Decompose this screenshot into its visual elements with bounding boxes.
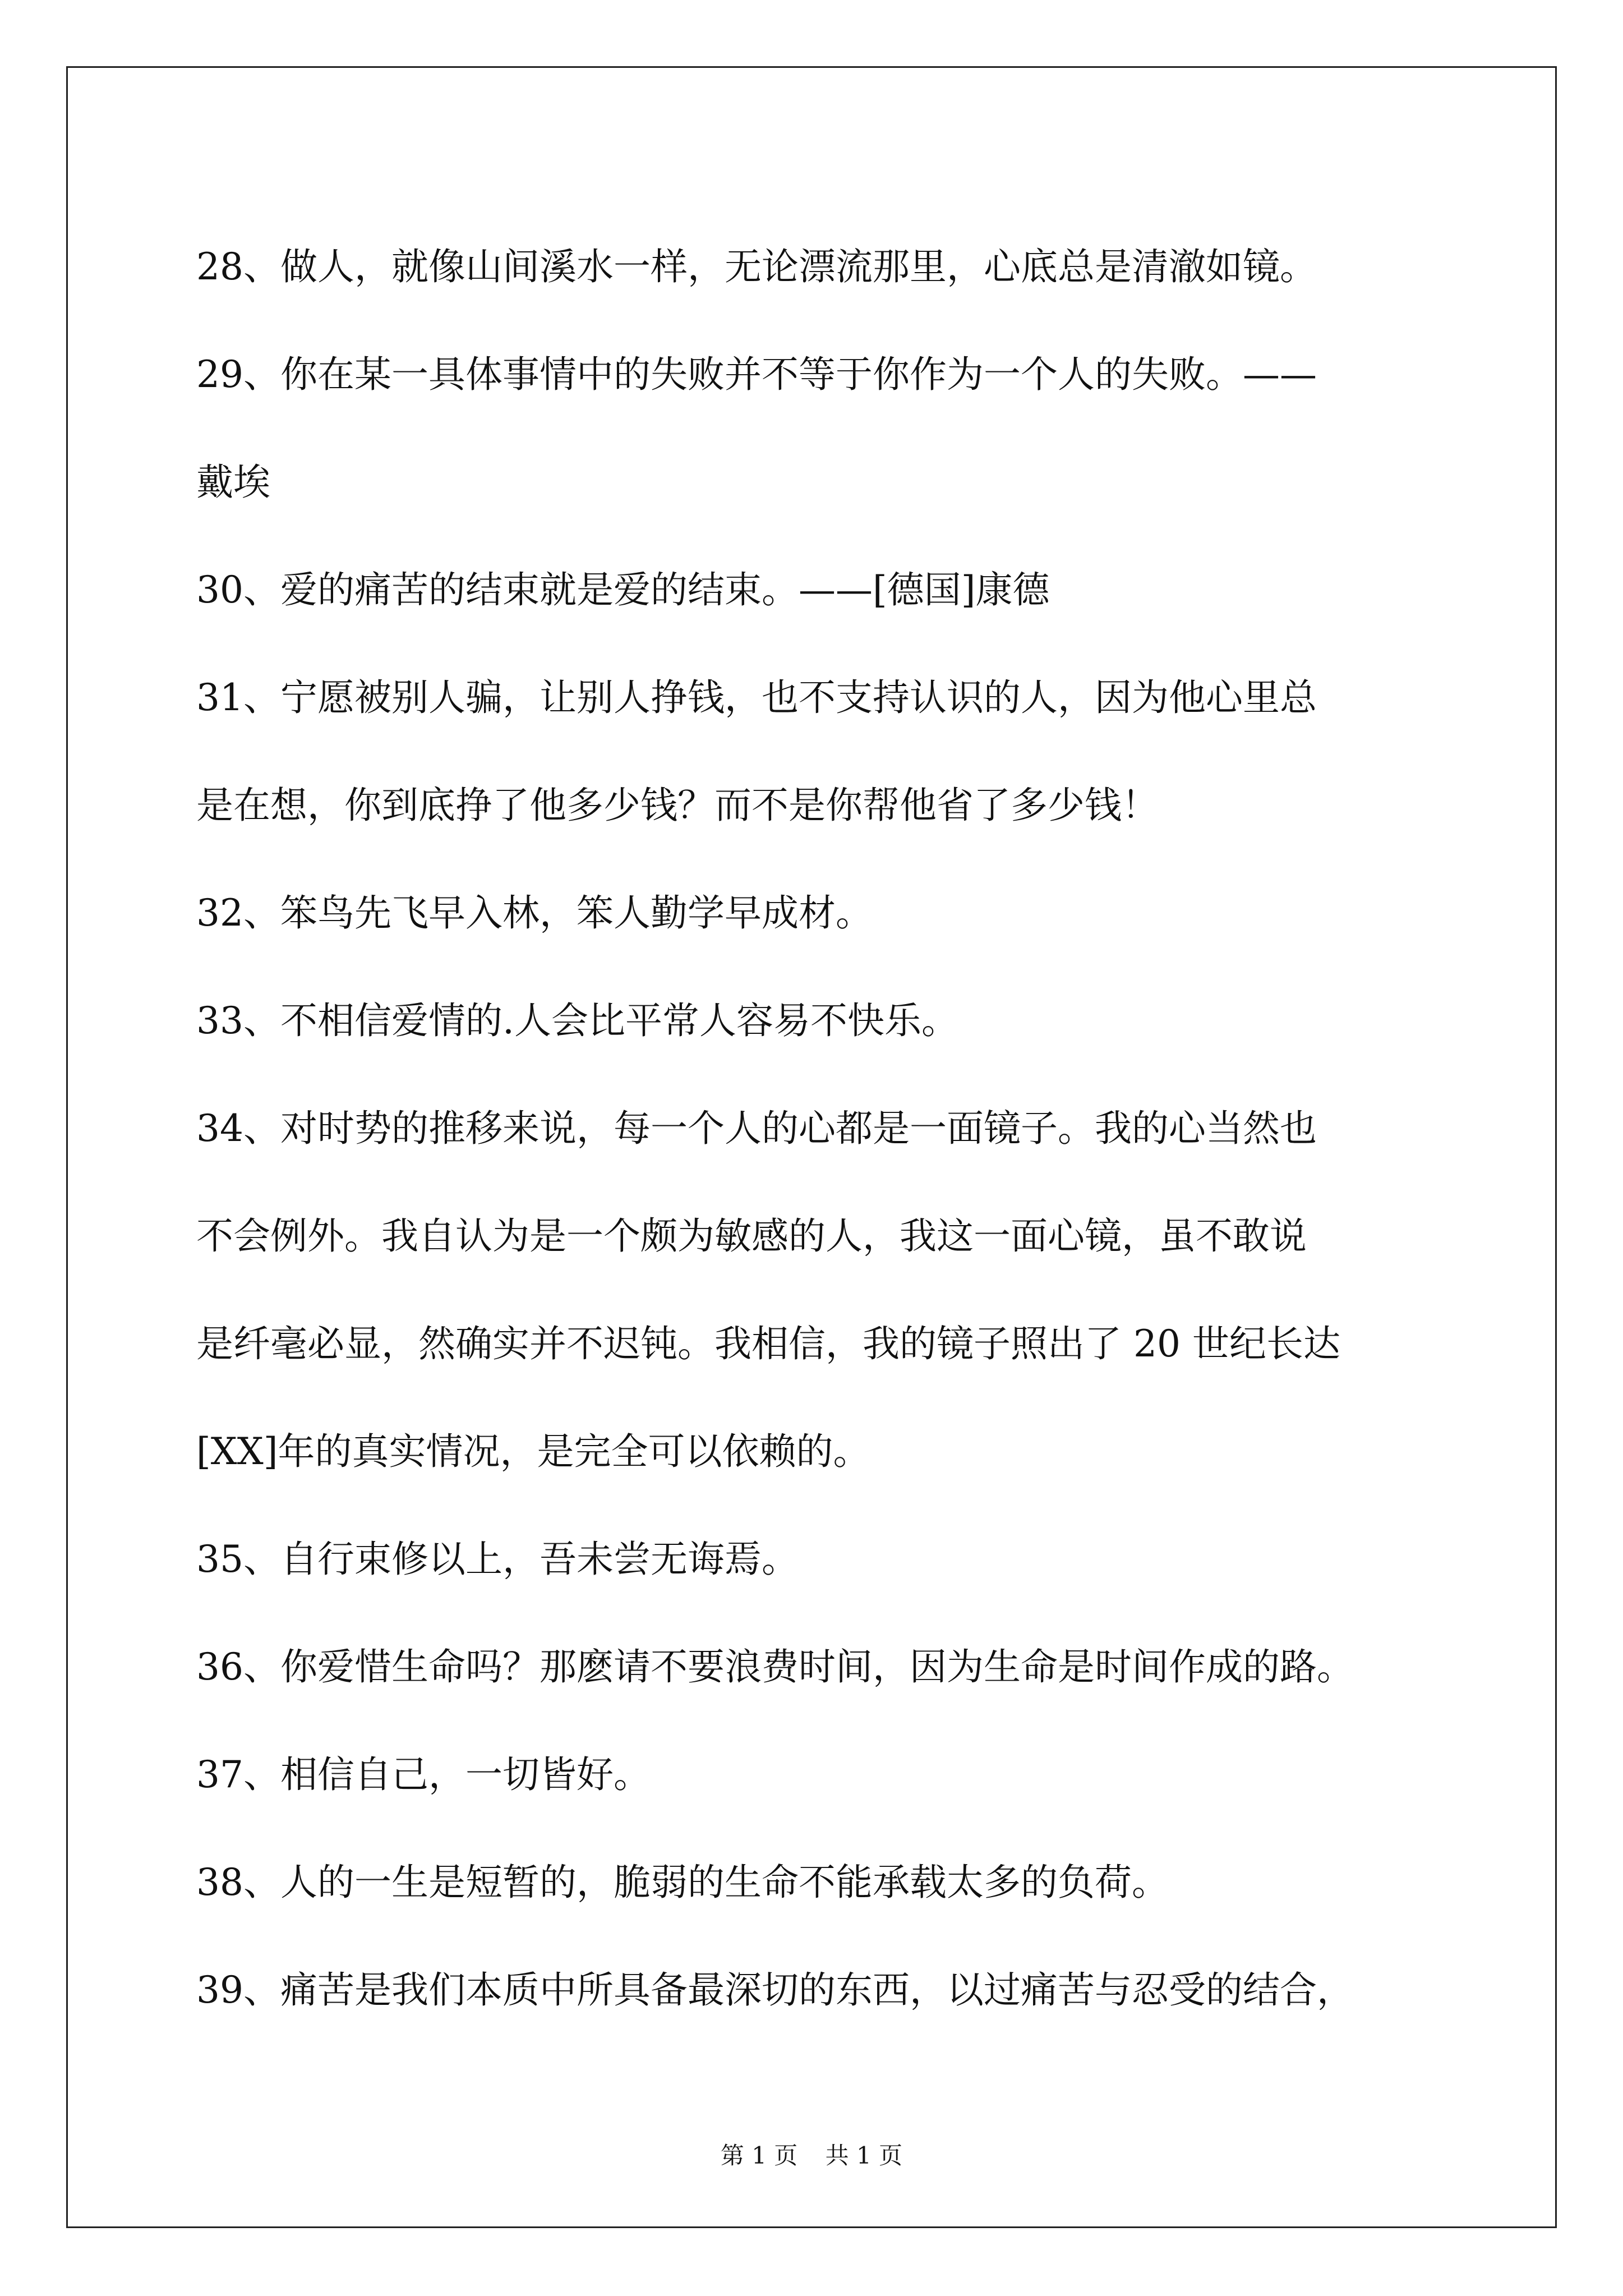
text-line: 29、你在某一具体事情中的失败并不等于你作为一个人的失败。—— — [196, 353, 1317, 396]
text-line: 36、你爱惜生命吗？那麽请不要浪费时间，因为生命是时间作成的路。 — [196, 1645, 1354, 1688]
text-line: 戴埃 — [196, 461, 270, 504]
text-line: 39、痛苦是我们本质中所具备最深切的东西，以过痛苦与忍受的结合， — [196, 1968, 1354, 2012]
text-line: 是在想，你到底挣了他多少钱？而不是你帮他省了多少钱！ — [196, 784, 1159, 827]
page-footer — [0, 2137, 1623, 2171]
text-line: 38、人的一生是短暂的，脆弱的生命不能承载太多的负荷。 — [196, 1861, 1169, 1904]
text-line: 34、对时势的推移来说，每一个人的心都是一面镜子。我的心当然也 — [196, 1107, 1317, 1150]
text-line: 35、自行束修以上，吾未尝无诲焉。 — [196, 1538, 799, 1581]
text-line: 是纤毫必显，然确实并不迟钝。我相信，我的镜子照出了 20 世纪长达 — [196, 1322, 1340, 1365]
text-line: 37、相信自己，一切皆好。 — [196, 1753, 651, 1796]
text-line: 32、笨鸟先飞早入林，笨人勤学早成材。 — [196, 891, 873, 935]
document-body — [196, 213, 1464, 2044]
text-line: [XX]年的真实情况，是完全可以依赖的。 — [196, 1430, 870, 1473]
text-line: 33、不相信爱情的.人会比平常人容易不快乐。 — [196, 999, 958, 1042]
page-total: 共 1 页 — [825, 2142, 903, 2169]
text-line: 28、做人，就像山间溪水一样，无论漂流那里，心底总是清澈如镜。 — [196, 245, 1317, 288]
text-line: 不会例外。我自认为是一个颇为敏感的人，我这一面心镜，虽不敢说 — [196, 1214, 1307, 1258]
text-line: 31、宁愿被别人骗，让别人挣钱，也不支持认识的人，因为他心里总 — [196, 676, 1317, 719]
text-line: 30、爱的痛苦的结束就是爱的结束。——[德国]康德 — [196, 568, 1050, 611]
page-number: 第 1 页 — [720, 2142, 798, 2169]
